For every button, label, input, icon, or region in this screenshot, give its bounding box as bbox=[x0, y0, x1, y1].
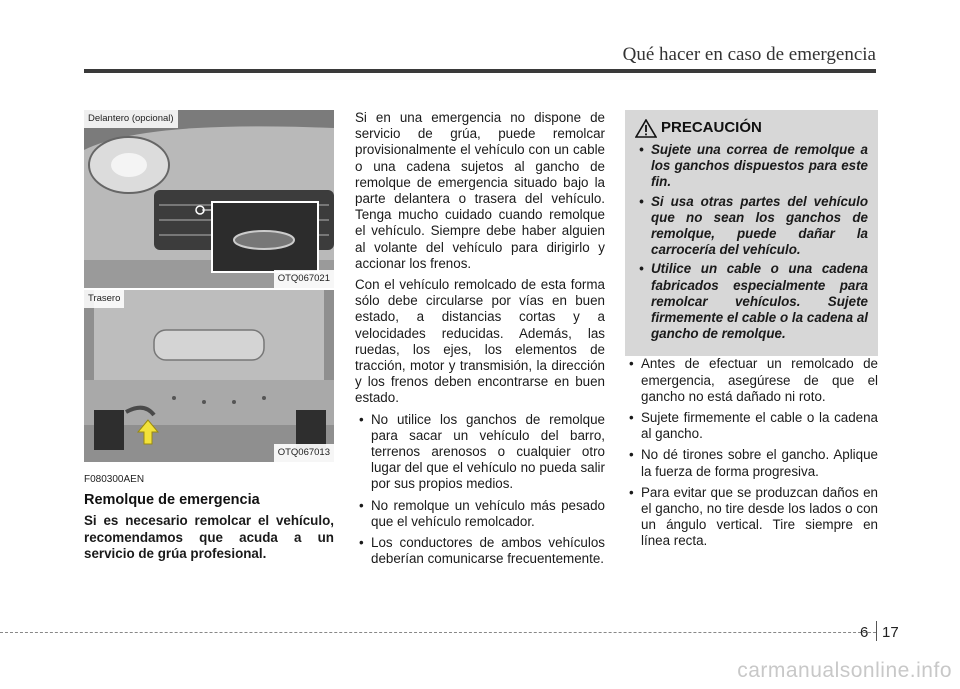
caution-box bbox=[625, 110, 878, 356]
front-bumper-illustration bbox=[84, 110, 334, 288]
footer-rule bbox=[0, 632, 876, 633]
section-intro: Si es necesario remolcar el vehículo, recomendamos que acuda a un servicio de grúa profesional. bbox=[84, 513, 334, 561]
right-bullet-list bbox=[625, 356, 878, 549]
paragraph: Con el vehículo remolcado de esta forma sólo debe circularse por vías en buen estado, a distancias cortas y a velocidades reducidas. Además, las ruedas, los ejes, los elementos de tracción, motor y transmisión, la dirección y los frenos deben encontrarse en buen estado. bbox=[355, 277, 605, 406]
paragraph: Si en una emergencia no dispone de servicio de grúa, puede remolcar provisionalmente el vehículo con un cable o una cadena sujetos al gancho de remolque de emergencia situado bajo la parte delantera o trasera del vehículo. Tenga mucho cuidado cuando remolque el vehículo. Siempre debe haber alguien al volante del vehículo para dirigirlo y accionar los frenos. bbox=[355, 110, 605, 271]
rear-photo-code: OTQ067013 bbox=[274, 444, 334, 462]
tow-hook-figure bbox=[84, 110, 334, 462]
left-column bbox=[84, 110, 334, 562]
page-number-divider bbox=[876, 621, 877, 641]
list-item: • Sujete una correa de remolque a los ganchos dispuestos para este fin. bbox=[635, 142, 868, 191]
list-item: • No remolque un vehículo más pesado que el vehículo remolcador. bbox=[355, 498, 605, 530]
warning-triangle-icon bbox=[635, 119, 657, 138]
section-code: F080300AEN bbox=[84, 474, 145, 485]
list-item: • Para evitar que se produzcan daños en el gancho, no tire desde los lados o con un ángulo vertical. Tire siempre en línea recta. bbox=[625, 485, 878, 550]
chapter-title: Qué hacer en caso de emergencia bbox=[622, 44, 876, 65]
caution-title: PRECAUCIÓN bbox=[661, 119, 762, 137]
watermark: carmanualsonline.info bbox=[737, 659, 952, 682]
caution-list bbox=[635, 142, 868, 342]
middle-bullet-list bbox=[355, 412, 605, 568]
list-item: • Sujete firmemente el cable o la cadena al gancho. bbox=[625, 410, 878, 442]
rear-photo bbox=[84, 290, 334, 462]
list-item: • No dé tirones sobre el gancho. Aplique la fuerza de forma progresiva. bbox=[625, 447, 878, 479]
front-photo-code: OTQ067021 bbox=[274, 270, 334, 288]
chapter-number: 6 bbox=[860, 624, 869, 641]
rear-photo-label: Trasero bbox=[84, 290, 124, 308]
section-heading: Remolque de emergencia bbox=[84, 492, 260, 509]
list-item: • Los conductores de ambos vehículos deberían comunicarse frecuentemente. bbox=[355, 535, 605, 567]
middle-column bbox=[355, 110, 605, 572]
page-number: 17 bbox=[882, 624, 899, 641]
rear-bumper-illustration bbox=[84, 290, 334, 462]
caution-header bbox=[635, 119, 868, 138]
list-item: • Si usa otras partes del vehículo que no sean los ganchos de remolque, puede dañar la carrocería del vehículo. bbox=[635, 194, 868, 259]
header-rule bbox=[84, 69, 876, 73]
list-item: • Antes de efectuar un remolcado de emergencia, asegúrese de que el gancho no está dañado ni roto. bbox=[625, 356, 878, 405]
list-item: • Utilice un cable o una cadena fabricados especialmente para remolcar vehículos. Sujete firmemente el cable o la cadena al gancho de remolque. bbox=[635, 261, 868, 342]
front-photo-label: Delantero (opcional) bbox=[84, 110, 178, 128]
right-column bbox=[625, 110, 878, 555]
front-photo bbox=[84, 110, 334, 288]
list-item: • No utilice los ganchos de remolque para sacar un vehículo del barro, terrenos arenosos o cualquier otro lugar del que el vehículo no pueda salir por sus propios medios. bbox=[355, 412, 605, 493]
